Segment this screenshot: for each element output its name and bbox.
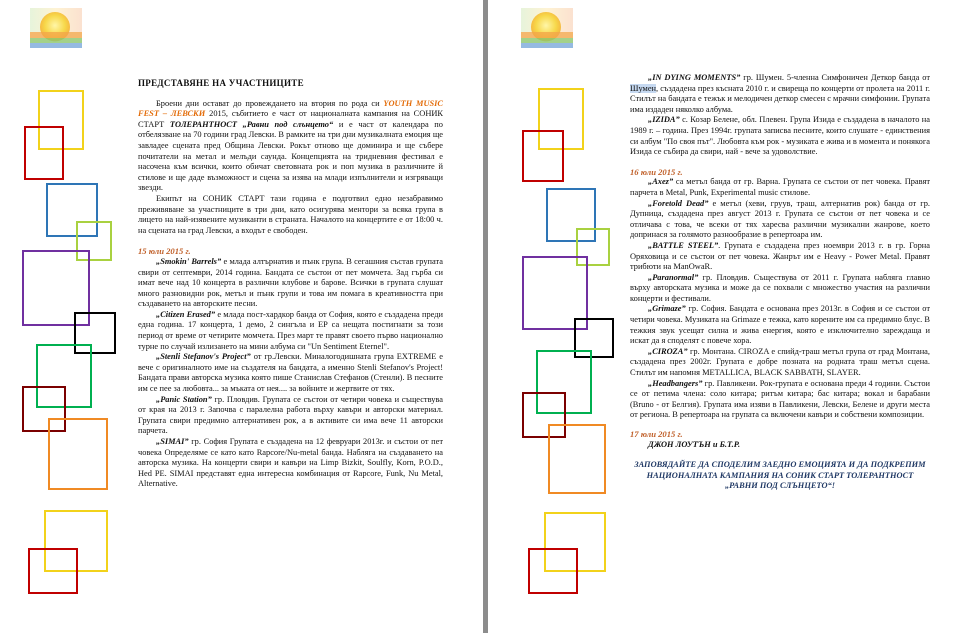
band-entry: „Citizen Erased” е млада пост-хардкор банда от София, която е създадена преди една година. 17 концерта, 1 демо, 2 сингъла и ЕР са нещата постигнати за този период от време от четирите момчета. През март те правят своето първо национално турне по случай излизането на мини албума си "Un Sentiment Eternel". [138, 309, 443, 351]
right-text-column [630, 73, 930, 492]
band-entry: „Panic Station” гр. Пловдив. Групата се състои от четири човека и съществува от края на 2013 г. Започва с паралелна работа върху кавъри и авторски материал. Групата свири предимно алтернативен рок, а в активите си има вече 11 авторски парчета. [138, 394, 443, 436]
band-entry: „Foretold Dead” е метъл (хеви, груув, траш, алтернатив рок) банда от гр. Дупница, създадена през август 2013 г. Групата се състои от пет човека и се отличава с това, че всеки от тях харесва различни музикални жанрове, което допринася за голямото разнообразие в репертоара им. [630, 198, 931, 240]
festival-logo [521, 8, 573, 48]
campaign-name: ТОЛЕРАНТНОСТ „Равни под слънцето“ [169, 119, 334, 129]
page-title: ПРЕДСТАВЯНЕ НА УЧАСТНИЦИТЕ [138, 78, 304, 88]
band-entry: „Smokin' Barrels” е млада алтърнатив и пънк група. В сегашния състав групата свири от септември, 2014 година. Бандата се състои от пет момчета. Зад гърба си имат вече над 10 концерта в различни клубове и барове. Всички в групата слушат много разновидни рок, метъл и пънк групи и това им помага в креативността при създаването на авторските песни. [138, 256, 443, 309]
band-entry: „Axez” са метъл банда от гр. Варна. Групата се състои от пет човека. Правят парчета в Metal, Punk, Experimental music стилове. [630, 177, 930, 197]
decor-square-red-2 [28, 548, 78, 594]
band-entry: „Stenli Stefanov's Project” от гр.Левски. Миналогодишната група EXTREME е вече с оригиналното име на създателя на бандата, а именно Stenli Stefanov's Project! Бандата прави авторска музика която пише Станислав Стефанов (Стенли). В песните им се пее за любовта... за мъката от нея.... за войните и жертвите от тях. [138, 352, 443, 394]
left-text-column [138, 78, 443, 490]
band-entry: „IN DYING MOMENTS” гр. Шумен. 5-членна Симфоничен Деткор банда от Шумен, създадена през късната 2010 г. и свиреща по концерти от пролета на 2011 г. Стилът на бандата е тежък и мелодичен деткор смесен с мрачни симфонии. Групата има издаден няколко албума. [630, 73, 930, 114]
band-entry: „IZIDA” с. Козар Белене, обл. Плевен. Група Изида е създадена в началото на 1989 г. – година. През 1994г. групата записва песните, които слушате - единствения си албум "По своя път". Любовта към рок - музиката е жива и в момента и понякога Изида се събира да свири, най - вече за удоволствие. [630, 115, 930, 157]
sonic-start-paragraph: Екипът на СОНИК СТАРТ тази година е подготвил едно незабравимо преживяване за участниците в три дни, като осигурява ментори за всяка група в лицето на най-изявените музиканти в страната. Началото на концертите е от 18:00 ч. на сцената на град Левски, а входът е свободен. [138, 193, 443, 235]
decor-square-red-2 [528, 548, 578, 594]
date-july-17: 17 юли 2015 г. [630, 429, 683, 439]
band-entry: „Paranormal” гр. Пловдив. Съществува от 2011 г. Групата наблягa главно върху авторската музика и може да се похвали с множество участия на различни концерти и фестивали. [630, 272, 930, 303]
band-entry: „SIMAI” гр. София Групата е създадена на 12 февруари 2013г. и състои от пет човека Определяме се като като Rapcore/Nu-metal банда. Набляга на създаването на авторска музика. На концерти свири и кавъри на Limp Bizkit, Soulfly, Korn, P.O.D., Hed PE. SIMAI представят една интересна комбинация от Rapcore, Funk, Nu Metal, Alternative. [138, 437, 443, 489]
band-entry: „CIROZA” гр. Монтана. CIROZA е спийд-траш метъл група от град Монтана, създадена през 2002г. Групата е добре позната на родната траш метъл сцена. Стилът им напомня METALLICA, BLACK SABBATH, SLAYER. [630, 346, 930, 378]
band-entry: „Headbangers” гр. Павликени. Рок-групата е основана преди 4 години. Състои се от петима члена: соло китара; ритъм китара; бас китара; вокал и барабани (Bruno - от Белгия). Групата има изяви в Павликени, Левски, Белене и други места от региона. В репертоара на групата са включени кавъри и собствени композиции. [630, 378, 930, 420]
intro-paragraph: Броени дни остават до провеждането на втория по рода си YOUTH MUSIC FEST – ЛЕВСКИ 2015, събитието е част от националната кампания на СОНИК СТАРТ ТОЛЕРАНТНОСТ „Равни под слънцето“ и е част от календара по отбелязване на 70 години град Левски. В рамките на три дни музикалната емоция ще завладее сцената пред Община Левски. Рокът отново ще доминира и ще събере почитатели на метал и мелъди саунда. Концепцията на тридневния фестивал е насочена към всички, които обичат световната рок и поп музика в различните й стилове и ще даде възможност и сцена за изява на млади изпълнители и изгряващи звезди. [138, 98, 443, 193]
decor-square-red [24, 126, 64, 180]
band-entry: „BATTLE STEEL”. Групата е създадена през ноември 2013 г. в гр. Горна Оряховица и се състои от пет човека. Жанрът им е Heavy - Power Metal. Правят трибюти на ManOwaR. [630, 240, 930, 272]
decor-square-orange [48, 418, 108, 490]
document-page-left [0, 0, 483, 633]
highlighted-word: Шумен [630, 83, 657, 93]
headliner: ДЖОН ЛОУТЪН и Б.Т.Р. [648, 439, 741, 449]
decor-square-orange [548, 424, 606, 494]
date-july-15: 15 юли 2015 г. [138, 246, 191, 257]
date-july-16: 16 юли 2015 г. [630, 166, 683, 177]
band-entry: „Grimaze” гр. София. Бандата е основана през 2013г. в София и се състои от четири човека. Музиката на Grimaze е тежка, като корените им са предимно блус. В тежкия звук усещат силна и жива енергия, която е изключително зареждаща и искат да я споделят с повече хора. [630, 304, 930, 346]
decor-square-red [522, 130, 564, 182]
festival-logo [30, 8, 82, 48]
festival-name: YOUTH MUSIC FEST – ЛЕВСКИ [138, 98, 443, 119]
closing-call: ЗАПОВЯДАЙТЕ ДА СПОДЕЛИМ ЗАЕДНО ЕМОЦИЯТА И ДА ПОДКРЕПИМ НАЦИОНАЛНАТА КАМПАНИЯ НА СОНИК СТАРТ ТОЛЕРАНТНОСТ „РАВНИ ПОД СЛЪНЦЕТО“! [634, 460, 926, 491]
document-page-right [488, 0, 968, 633]
